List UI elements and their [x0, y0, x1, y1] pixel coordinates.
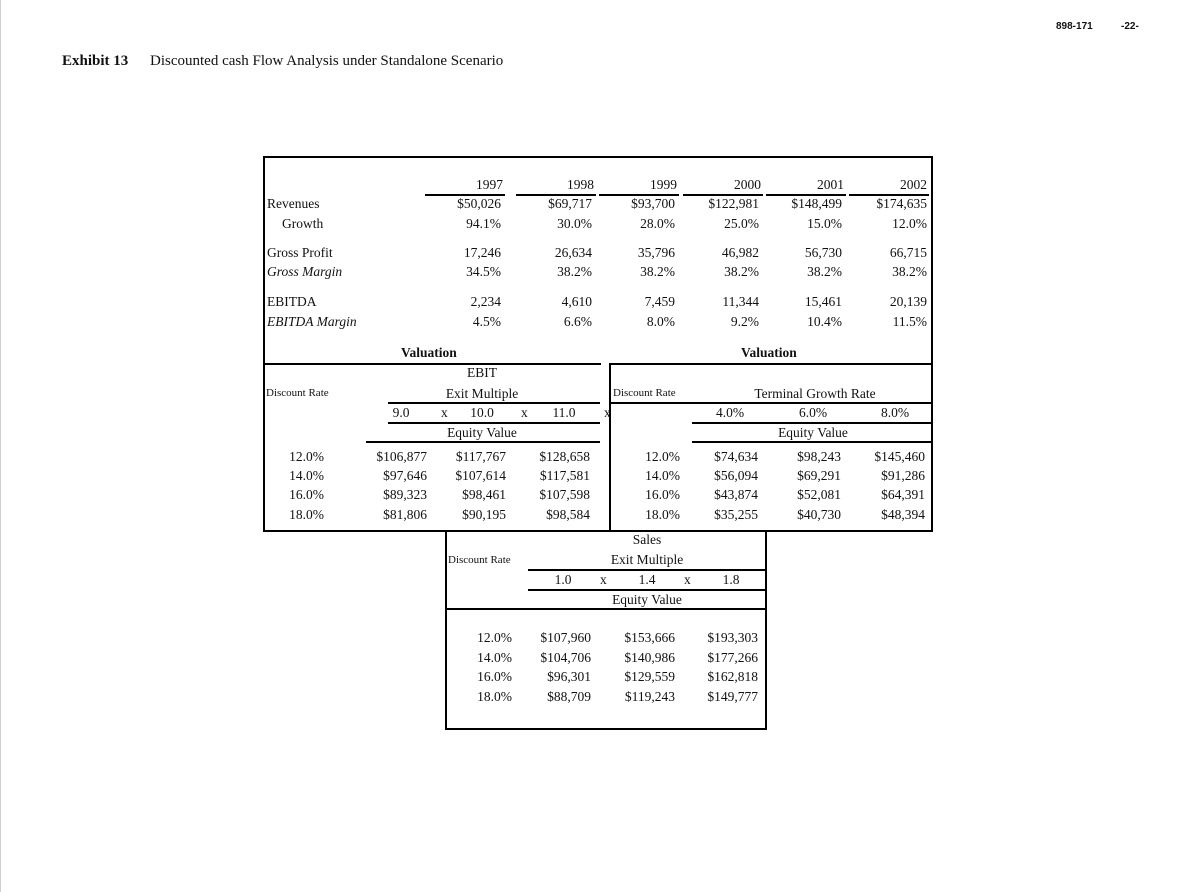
- discount-rate: 12.0%: [645, 449, 680, 464]
- sales-left-border: [445, 530, 447, 729]
- financial-value: 35,796: [637, 245, 675, 260]
- sales-equity-value: $193,303: [707, 630, 758, 645]
- financial-value: 17,246: [463, 245, 501, 260]
- financial-value: $148,499: [791, 196, 842, 211]
- multiple-header: 1.8: [722, 572, 740, 587]
- multiple-header: 1.0: [554, 572, 572, 587]
- sales-equity-value: $177,266: [707, 650, 758, 665]
- terminal-equity-value: $56,094: [714, 468, 758, 483]
- exhibit-title: Discounted cash Flow Analysis under Standalone Scenario: [150, 53, 504, 69]
- ebit-equity-value: $117,767: [455, 449, 506, 464]
- row-label: Revenues: [267, 196, 320, 211]
- sales-equity-value: $129,559: [624, 669, 675, 684]
- discount-rate: 18.0%: [645, 507, 680, 522]
- row-label: EBITDA Margin: [267, 314, 357, 329]
- ebit-equity-value: $128,658: [539, 449, 590, 464]
- financial-value: $50,026: [457, 196, 501, 211]
- multiplier-x: x: [600, 572, 607, 587]
- year-header: 2000: [734, 177, 761, 192]
- page-edge: [0, 0, 1, 892]
- growth-header: 8.0%: [880, 405, 910, 420]
- terminal-equity-value: $40,730: [797, 507, 841, 522]
- discount-rate-label: Discount Rate: [448, 554, 511, 566]
- discount-rate: 14.0%: [289, 468, 324, 483]
- ebit-heading: EBIT: [467, 365, 497, 380]
- financial-value: 9.2%: [730, 314, 759, 329]
- discount-rate: 16.0%: [645, 487, 680, 502]
- sales-equity-value: $149,777: [707, 689, 758, 704]
- multiple-header: 1.4: [638, 572, 656, 587]
- equity-underline: [446, 608, 766, 610]
- multiple-header: 10.0: [470, 405, 494, 420]
- discount-rate: 16.0%: [477, 669, 512, 684]
- equity-value-label: Equity Value: [612, 592, 682, 607]
- discount-rate: 14.0%: [477, 650, 512, 665]
- multiplier-x: x: [521, 405, 528, 420]
- sales-equity-value: $88,709: [547, 689, 591, 704]
- financial-value: 7,459: [644, 294, 675, 309]
- terminal-growth-heading: Terminal Growth Rate: [754, 386, 876, 401]
- row-label: Gross Profit: [267, 245, 333, 260]
- ebit-equity-value: $97,646: [383, 468, 427, 483]
- year-header: 2001: [817, 177, 844, 192]
- discount-rate: 12.0%: [289, 449, 324, 464]
- year-header: 1997: [476, 177, 503, 192]
- sales-bottom-border: [445, 728, 767, 730]
- ebit-equity-value: $107,614: [455, 468, 506, 483]
- exit-multiple-heading: Exit Multiple: [610, 552, 684, 567]
- ebit-equity-value: $107,598: [539, 487, 590, 502]
- terminal-equity-value: $35,255: [714, 507, 758, 522]
- financial-value: 30.0%: [557, 216, 592, 231]
- equity-value-label: Equity Value: [447, 425, 517, 440]
- sales-equity-value: $96,301: [547, 669, 591, 684]
- sales-equity-value: $104,706: [540, 650, 591, 665]
- box-right-border: [931, 156, 933, 531]
- valuation-heading: Valuation: [741, 345, 797, 360]
- box-bottom-border: [263, 530, 933, 532]
- financial-value: 11,344: [722, 294, 759, 309]
- financial-value: $122,981: [708, 196, 759, 211]
- terminal-left-border: [609, 363, 611, 531]
- sales-equity-value: $107,960: [540, 630, 591, 645]
- ebit-equity-value: $89,323: [383, 487, 427, 502]
- growth-top-line: [610, 402, 933, 404]
- financial-value: 38.2%: [807, 264, 842, 279]
- financial-value: $93,700: [631, 196, 675, 211]
- terminal-equity-value: $91,286: [881, 468, 925, 483]
- box-left-border: [263, 156, 265, 531]
- row-label: Gross Margin: [267, 264, 343, 279]
- sales-right-border: [765, 530, 767, 729]
- discount-rate: 12.0%: [477, 630, 512, 645]
- ebit-equity-value: $81,806: [383, 507, 427, 522]
- financial-value: 11.5%: [892, 314, 927, 329]
- sales-equity-value: $119,243: [624, 689, 675, 704]
- financial-value: 10.4%: [807, 314, 842, 329]
- financial-value: 38.2%: [724, 264, 759, 279]
- financial-value: 34.5%: [466, 264, 501, 279]
- terminal-equity-value: $48,394: [881, 507, 925, 522]
- growth-header: 4.0%: [715, 405, 745, 420]
- exit-multiple-heading: Exit Multiple: [445, 386, 519, 401]
- ebit-top-border: [263, 363, 601, 365]
- box-top-border: [263, 156, 933, 158]
- sales-equity-value: $153,666: [624, 630, 675, 645]
- ebit-equity-value: $90,195: [462, 507, 506, 522]
- financial-value: 25.0%: [724, 216, 759, 231]
- multiple-header: 9.0: [392, 405, 410, 420]
- multiplier-x: x: [604, 405, 611, 420]
- valuation-heading: Valuation: [401, 345, 457, 360]
- financial-value: 20,139: [889, 294, 927, 309]
- doc-number: 898-171: [1056, 21, 1093, 32]
- financial-value: 8.0%: [646, 314, 675, 329]
- financial-value: 38.2%: [892, 264, 927, 279]
- equity-value-label: Equity Value: [778, 425, 848, 440]
- ebit-equity-value: $98,461: [462, 487, 506, 502]
- discount-rate-label: Discount Rate: [266, 387, 329, 399]
- financial-value: 6.6%: [563, 314, 592, 329]
- sales-heading: Sales: [632, 532, 662, 547]
- financial-value: 2,234: [470, 294, 501, 309]
- financial-value: 28.0%: [640, 216, 675, 231]
- financial-value: $69,717: [548, 196, 592, 211]
- terminal-equity-value: $69,291: [797, 468, 841, 483]
- financial-value: 46,982: [721, 245, 759, 260]
- multiple-top-line: [388, 402, 600, 404]
- terminal-top-border: [610, 363, 933, 365]
- terminal-equity-value: $74,634: [714, 449, 758, 464]
- financial-value: 26,634: [554, 245, 592, 260]
- financial-value: 4.5%: [472, 314, 501, 329]
- row-label: Growth: [282, 216, 324, 231]
- terminal-equity-value: $43,874: [714, 487, 758, 502]
- discount-rate: 16.0%: [289, 487, 324, 502]
- year-header: 1998: [567, 177, 594, 192]
- equity-underline: [366, 441, 600, 443]
- discount-rate: 14.0%: [645, 468, 680, 483]
- financial-value: $174,635: [876, 196, 927, 211]
- terminal-equity-value: $52,081: [797, 487, 841, 502]
- equity-underline: [692, 441, 933, 443]
- financial-value: 38.2%: [557, 264, 592, 279]
- growth-header: 6.0%: [798, 405, 828, 420]
- growth-bottom-line: [692, 422, 933, 424]
- financial-value: 66,715: [889, 245, 927, 260]
- terminal-equity-value: $145,460: [874, 449, 925, 464]
- financial-value: 56,730: [804, 245, 842, 260]
- sales-multiple-top-line: [528, 569, 766, 571]
- discount-rate: 18.0%: [289, 507, 324, 522]
- multiple-bottom-line: [388, 422, 600, 424]
- sales-equity-value: $162,818: [707, 669, 758, 684]
- ebit-equity-value: $98,584: [546, 507, 590, 522]
- financial-value: 94.1%: [466, 216, 501, 231]
- financial-value: 12.0%: [892, 216, 927, 231]
- year-header: 1999: [650, 177, 677, 192]
- exhibit-label: Exhibit 13: [62, 53, 129, 69]
- row-label: EBITDA: [267, 294, 317, 309]
- year-header: 2002: [900, 177, 927, 192]
- ebit-equity-value: $117,581: [539, 468, 590, 483]
- terminal-equity-value: $98,243: [797, 449, 841, 464]
- financial-value: 15,461: [804, 294, 842, 309]
- terminal-equity-value: $64,391: [881, 487, 925, 502]
- financial-value: 4,610: [561, 294, 592, 309]
- multiplier-x: x: [441, 405, 448, 420]
- ebit-equity-value: $106,877: [376, 449, 427, 464]
- discount-rate-label: Discount Rate: [613, 387, 676, 399]
- multiple-header: 11.0: [552, 405, 576, 420]
- multiplier-x: x: [684, 572, 691, 587]
- financial-value: 38.2%: [640, 264, 675, 279]
- discount-rate: 18.0%: [477, 689, 512, 704]
- sales-multiple-bottom-line: [528, 589, 766, 591]
- sales-equity-value: $140,986: [624, 650, 675, 665]
- financial-value: 15.0%: [807, 216, 842, 231]
- page-number: -22-: [1121, 21, 1139, 32]
